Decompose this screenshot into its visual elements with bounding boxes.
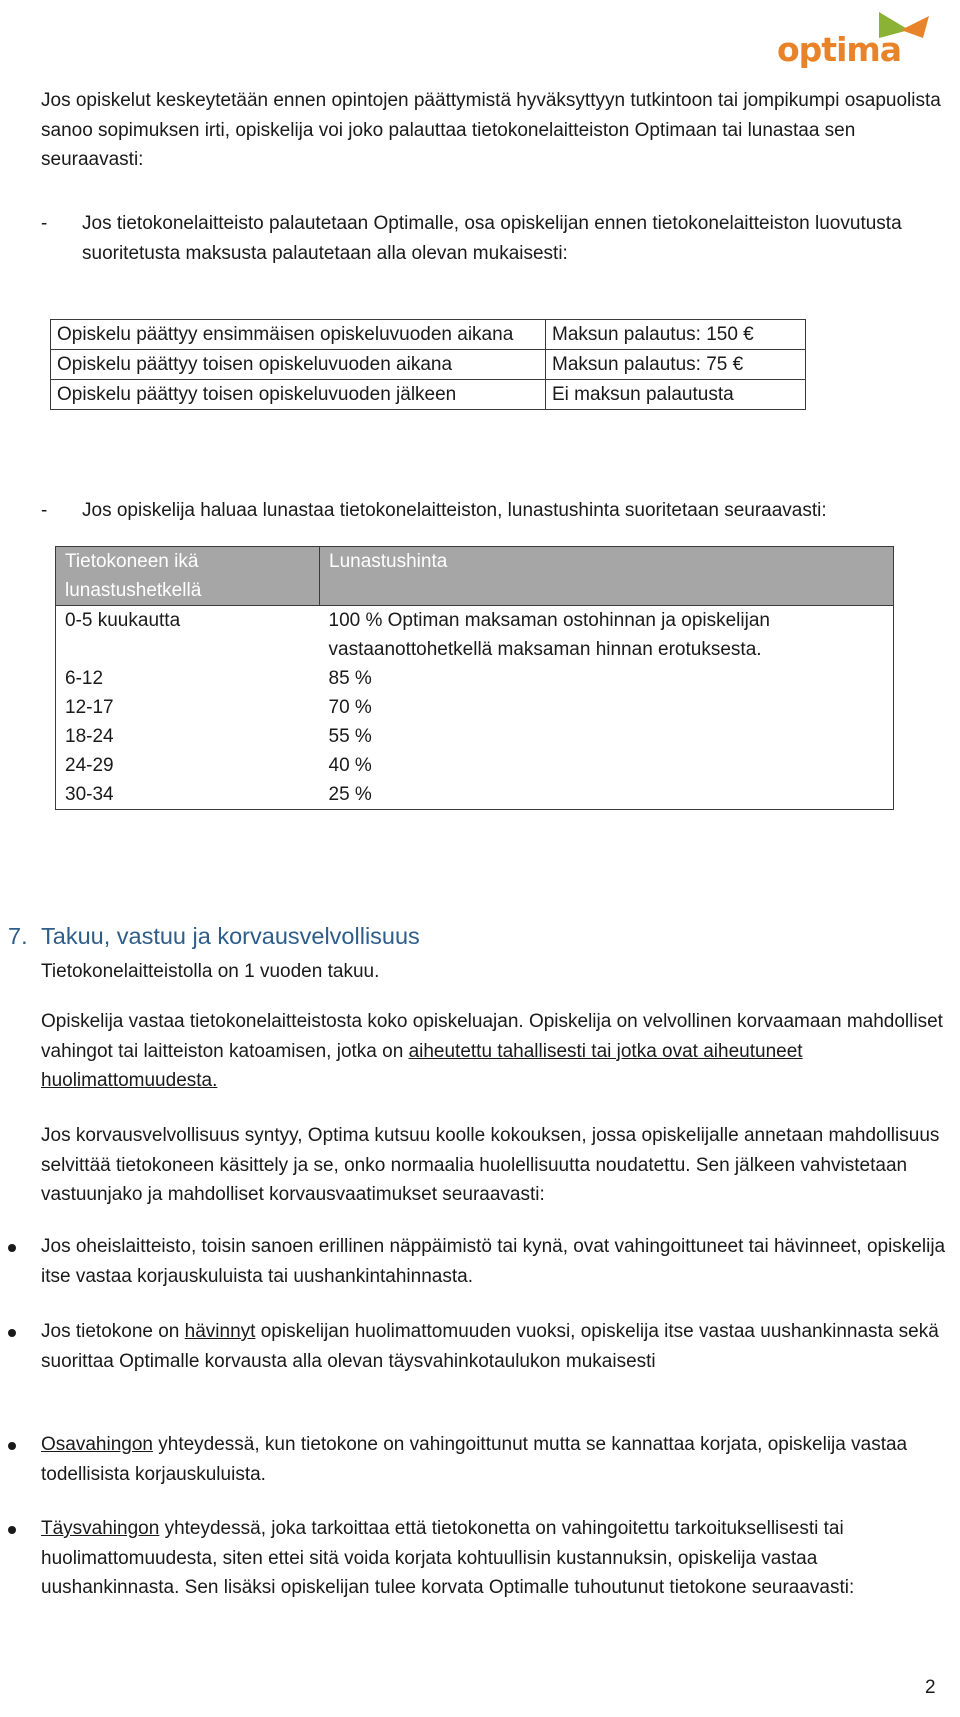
dash-item-text: Jos opiskelija haluaa lunastaa tietokonelaitteiston, lunastushinta suoritetaan seuraavasti: [82, 500, 827, 521]
age-cell: 30-34 [65, 784, 114, 805]
text-fragment: opiskelijan huolimattomuuden vuoksi, opiskelija itse vastaa uushankinnasta sekä suorittaa Optimalle korvausta alla olevan täysvahinkotaulukon mukaisesti [41, 1321, 939, 1372]
list-item-text [41, 1514, 946, 1603]
optima-logo [775, 8, 935, 70]
table-row [56, 722, 894, 751]
age-cell: 18-24 [65, 726, 114, 747]
responsibility-text: Opiskelija vastaa tietokonelaitteistosta koko opiskeluajan. Opiskelija on velvollinen korvaamaan mahdolliset vahingot tai laitteiston katoamisen, jotka on [41, 1011, 943, 1062]
price-cell: 85 % [328, 668, 372, 689]
underlined-text: hävinnyt [184, 1321, 256, 1342]
table-row [56, 606, 894, 665]
table-row [56, 693, 894, 722]
liability-paragraph: Jos korvausvelvollisuus syntyy, Optima kutsuu koolle kokouksen, jossa opiskelijalle annetaan mahdollisuus selvittää tietokoneen käsittely ja se, onko normaalia huolellisuutta noudatettu. Sen jälkeen vahvistetaan vastuunjako ja mahdolliset korvausvaatimukset seuraavasti: [41, 1125, 940, 1205]
refund-case-cell: Opiskelu päättyy toisen opiskeluvuoden jälkeen [51, 380, 546, 410]
refund-case-cell: Opiskelu päättyy ensimmäisen opiskeluvuoden aikana [51, 320, 546, 350]
bullet-icon [8, 1244, 16, 1252]
underlined-text: Osavahingon [41, 1434, 153, 1455]
refund-amount-cell: Maksun palautus: 75 € [546, 350, 806, 380]
table-row [51, 320, 806, 350]
list-item-text [41, 1430, 946, 1489]
section-title: Takuu, vastuu ja korvausvelvollisuus [41, 923, 420, 949]
dash-marker: - [41, 500, 48, 521]
table-row [56, 664, 894, 693]
section-heading [8, 923, 420, 950]
refund-amount-cell: Maksun palautus: 150 € [546, 320, 806, 350]
logo-text: optima [777, 30, 902, 69]
header-cell-price: Lunastushinta [320, 547, 894, 606]
responsibility-paragraph [41, 1007, 946, 1096]
age-cell: 0-5 kuukautta [65, 610, 181, 631]
text-fragment: Jos tietokone on [41, 1321, 185, 1342]
price-cell: 40 % [328, 755, 372, 776]
refund-case-cell: Opiskelu päättyy toisen opiskeluvuoden aikana [51, 350, 546, 380]
redemption-table [55, 546, 894, 810]
list-item-text [41, 1317, 946, 1376]
text-fragment: yhteydessä, kun tietokone on vahingoittunut mutta se kannattaa korjata, opiskelija vastaa todellisista korjauskuluista. [41, 1434, 908, 1485]
age-cell: 6-12 [65, 668, 104, 689]
bullet-icon [8, 1526, 16, 1534]
bullet-icon [8, 1329, 16, 1337]
table-row [56, 780, 894, 810]
table-header-row [56, 547, 894, 606]
age-cell: 24-29 [65, 755, 114, 776]
price-cell: 70 % [328, 697, 372, 718]
header-cell-age: Tietokoneen ikä lunastushetkellä [56, 547, 320, 606]
refund-table [50, 319, 806, 410]
dash-item-text: Jos tietokonelaitteisto palautetaan Optimalle, osa opiskelijan ennen tietokonelaitteiston luovutusta suoritetusta maksusta palautetaan alla olevan mukaisesti: [82, 213, 902, 264]
table-row [51, 380, 806, 410]
text-fragment: yhteydessä, joka tarkoittaa että tietokonetta on vahingoitettu tarkoituksellisesti tai huolimattomuudesta, siten ettei sitä voida korjata kohtuullisin kustannuksin, opiskelija vastaa uushankinnasta. Sen lisäksi opiskelijan tulee korvata Optimalle tuhoutunut tietokone seuraavasti: [41, 1518, 855, 1598]
age-cell: 12-17 [65, 697, 114, 718]
table-row [51, 350, 806, 380]
page-number: 2 [925, 1677, 936, 1698]
intro-paragraph: Jos opiskelut keskeytetään ennen opintojen päättymistä hyväksyttyyn tutkintoon tai jompikumpi osapuolista sanoo sopimuksen irti, opiskelija voi joko palauttaa tietokonelaitteiston Optimaan tai lunastaa sen seuraavasti: [41, 90, 941, 170]
responsibility-underlined-text: aiheutettu tahallisesti tai jotka ovat aiheutuneet huolimattomuudesta. [41, 1040, 803, 1091]
price-cell: 25 % [328, 784, 372, 805]
bullet-icon [8, 1442, 16, 1450]
list-item-text: Jos oheislaitteisto, toisin sanoen erillinen näppäimistö tai kynä, ovat vahingoittuneet tai hävinneet, opiskelija itse vastaa korjauskuluista tai uushankintahinnasta. [41, 1236, 946, 1287]
refund-amount-cell: Ei maksun palautusta [546, 380, 806, 410]
dash-marker: - [41, 213, 48, 234]
section-number: 7. [8, 923, 28, 949]
underlined-text: Täysvahingon [41, 1518, 160, 1539]
warranty-paragraph: Tietokonelaitteistolla on 1 vuoden takuu. [41, 961, 380, 982]
price-cell: 55 % [328, 726, 372, 747]
price-cell: 100 % Optiman maksaman ostohinnan ja opiskelijan vastaanottohetkellä maksaman hinnan erotuksesta. [328, 610, 770, 660]
table-row [56, 751, 894, 780]
